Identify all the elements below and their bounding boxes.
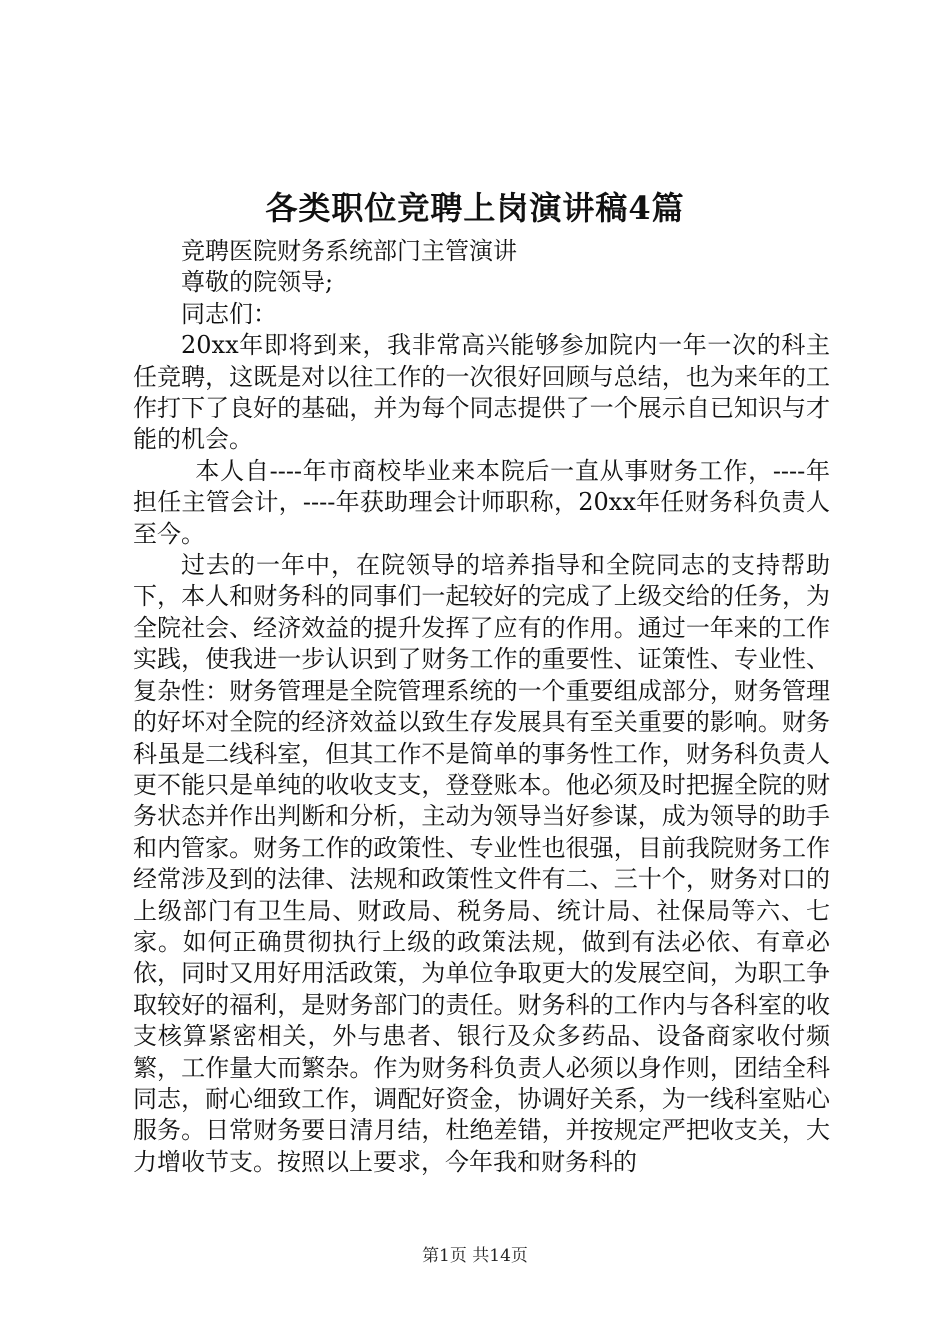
paragraph-salutation: 尊敬的院领导; [181, 268, 334, 297]
document-title: 各类职位竞聘上岗演讲稿4篇 [265, 189, 685, 227]
paragraph-speech-heading: 竞聘医院财务系统部门主管演讲 [181, 237, 517, 265]
paragraph-background: 本人自----年市商校毕业来本院后一直从事财务工作，----年担任主管会计，----年获助理会计师职称，20xx年任财务科负责人至今。 [133, 456, 830, 548]
paragraph-review: 过去的一年中，在院领导的培养指导和全院同志的支持帮助下，本人和财务科的同事们一起较好的完成了上级交给的任务，为全院社会、经济效益的提升发挥了应有的作用。通过一年来的工作实践，使我进一步认识到了财务工作的重要性、证策性、专业性、复杂性：财务管理是全院管理系统的一个重要组成部分，财务管理的好坏对全院的经济效益以致生存发展具有至关重要的影响。财务科虽是二线科室，但其工作不是简单的事务性工作，财务科负责人更不能只是单纯的收收支支，登登账本。他必须及时把握全院的财务状态并作出判断和分析，主动为领导当好参谋，成为领导的助手和内管家。财务工作的政策性、专业性也很强，目前我院财务工作经常涉及到的法律、法规和政策性文件有二、三十个，财务对口的上级部门有卫生局、财政局、税务局、统计局、社保局等六、七家。如何正确贯彻执行上级的政策法规，做到有法必依、有章必依，同时又用好用活政策，为单位争取更大的发展空间，为职工争取较好的福利，是财务部门的责任。财务科的工作内与各科室的收支核算紧密相关，外与患者、银行及众多药品、设备商家收付频繁，工作量大而繁杂。作为财务科负责人必须以身作则，团结全科同志，耐心细致工作，调配好资金，协调好关系，为一线科室贴心服务。日常财务要日清月结，杜绝差错，并按规定严把收支关，大力增收节支。按照以上要求，今年我和财务科的 [133, 551, 830, 1176]
paragraph-greeting: 同志们： [181, 299, 277, 328]
page-number-footer: 第1页 共14页 [422, 1246, 528, 1266]
paragraph-intro: 20xx年即将到来，我非常高兴能够参加院内一年一次的科主任竞聘，这既是对以往工作的一次很好回顾与总结，也为来年的工作打下了良好的基础，并为每个同志提供了一个展示自已知识与才能的机会。 [133, 331, 830, 454]
document-body [133, 236, 830, 1178]
